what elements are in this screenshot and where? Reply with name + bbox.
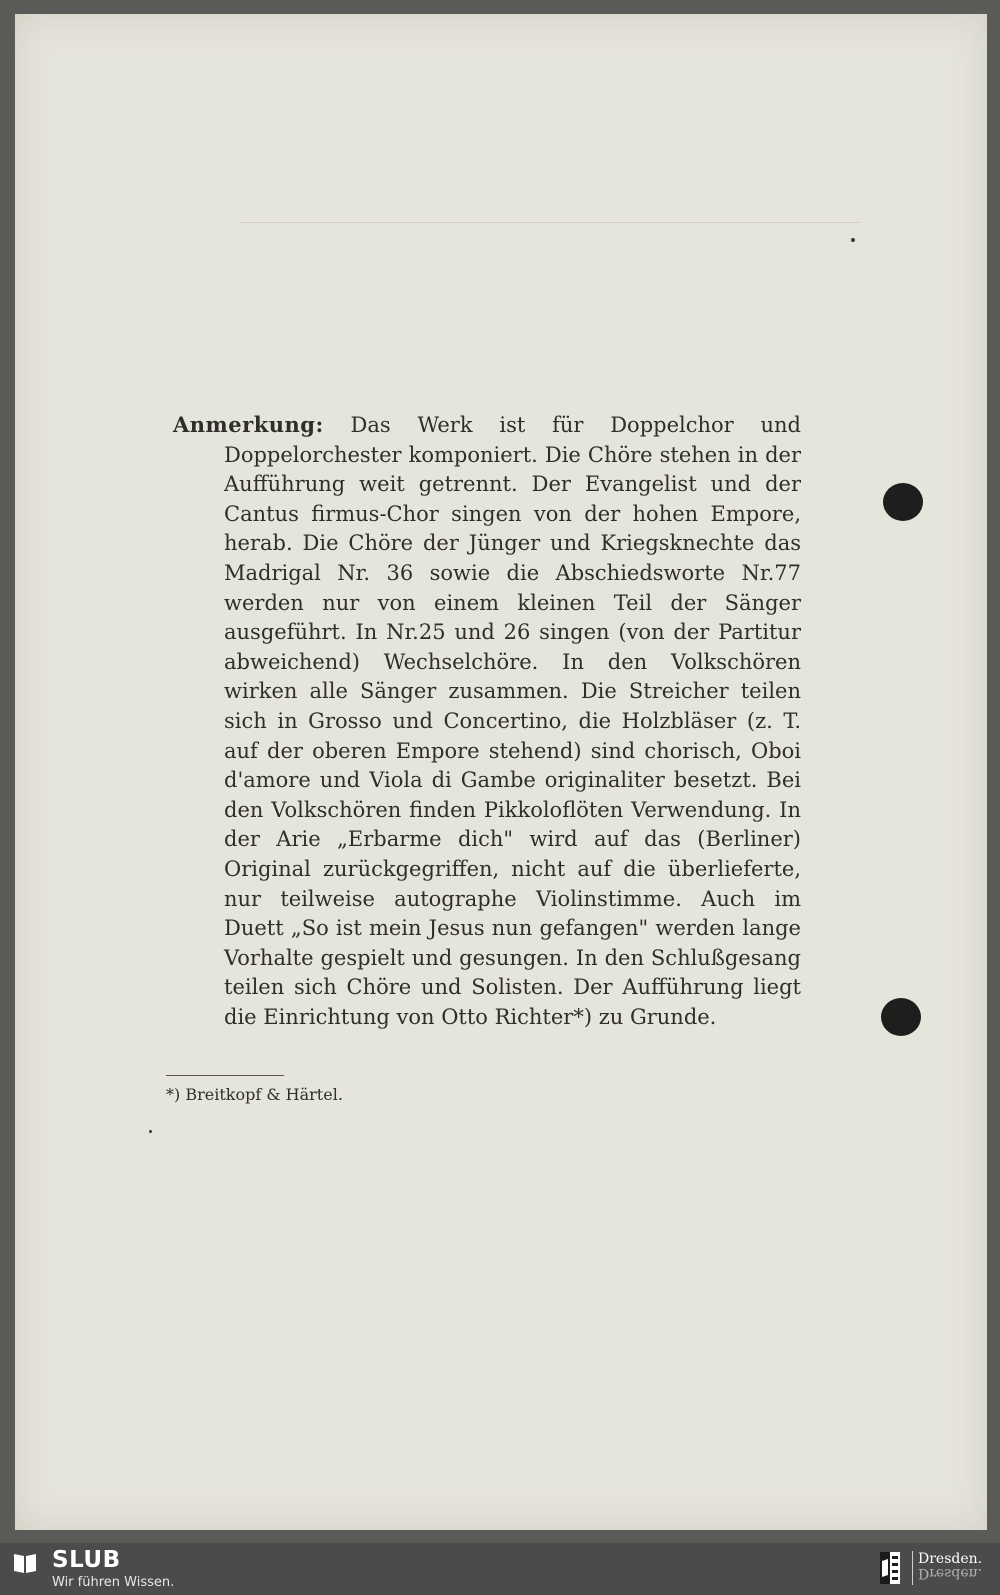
viewer-footer-bar	[0, 1543, 1000, 1595]
punch-hole-upper	[883, 483, 923, 521]
paper-speck	[149, 1130, 152, 1133]
footnote: *) Breitkopf & Härtel.	[166, 1085, 343, 1104]
slub-tagline: Wir führen Wissen.	[52, 1575, 175, 1590]
annotation-text	[173, 410, 801, 1032]
slub-brand[interactable]: SLUB	[52, 1547, 121, 1573]
city-label-reflection: Dresden.	[918, 1565, 983, 1581]
annotation-body: Das Werk ist für Doppelchor und Doppelorchester komponiert. Die Chöre stehen in der Aufführung weit getrennt. Der Evangelist und der Cantus firmus-Chor singen von der hohen Empore, herab. Die Chöre der Jünger und Kriegsknechte das Madrigal Nr. 36 sowie die Abschiedsworte Nr.77 werden nur von einem kleinen Teil der Sänger ausgeführt. In Nr.25 und 26 singen (von der Partitur abweichend) Wechselchöre. In den Volkschören wirken alle Sänger zusammen. Die Streicher teilen sich in Grosso und Concertino, die Holzbläser (z. T. auf der oberen Empore stehend) sind chorisch, Oboi d'amore und Viola di Gambe originaliter besetzt. Bei den Volkschören finden Pikkoloflöten Verwendung. In der Arie „Erbarme dich" wird auf das (Berliner) Original zurückgegriffen, nicht auf die überlieferte, nur teilweise autographe Violinstimme. Auch im Duett „So ist mein Jesus nun gefangen" werden lange Vorhalte gespielt und gesungen. In den Schlußgesang teilen sich Chöre und Solisten. Der Aufführung liegt die Einrichtung von Otto Richter*) zu Grunde.	[224, 413, 801, 1029]
punch-hole-lower	[881, 998, 921, 1036]
show-through-line	[240, 222, 860, 223]
annotation-label: Anmerkung:	[173, 412, 324, 437]
footnote-rule	[166, 1075, 284, 1076]
city-label: Dresden.	[918, 1551, 983, 1567]
city-wordmark[interactable]	[918, 1553, 982, 1579]
paper-speck	[851, 238, 855, 242]
footer-divider	[912, 1551, 913, 1585]
crest-icon[interactable]	[879, 1551, 901, 1585]
book-icon	[12, 1551, 38, 1575]
